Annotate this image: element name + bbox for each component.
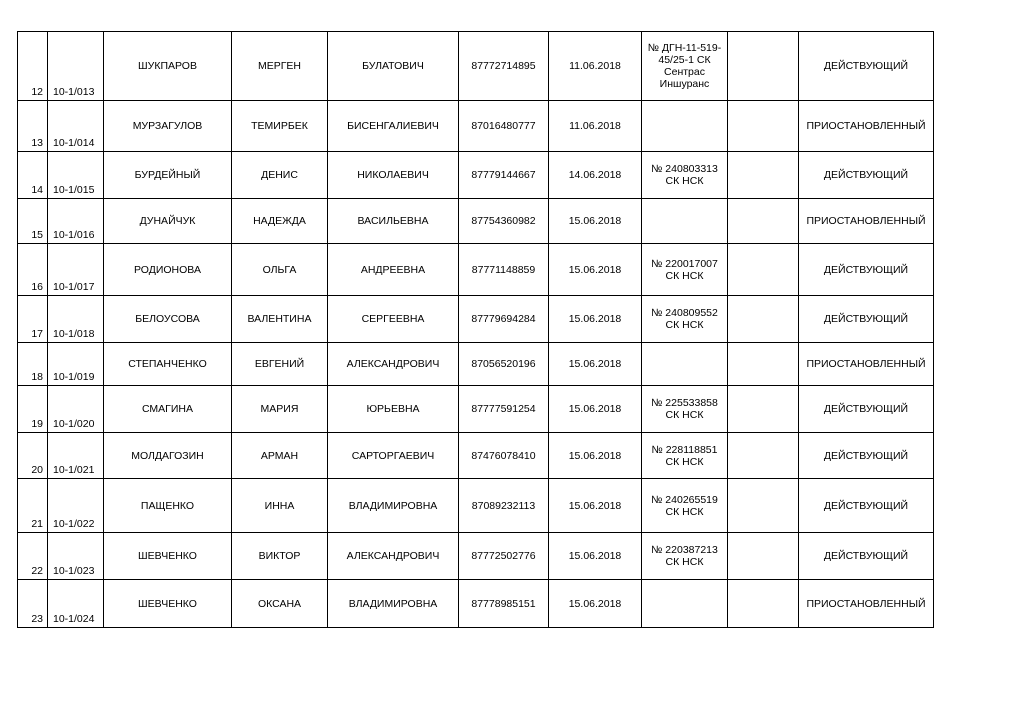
date-cell: 15.06.2018 [549, 580, 642, 628]
registration-number-cell: 10-1/015 [48, 152, 104, 199]
registration-number-cell: 10-1/019 [48, 343, 104, 386]
phone-cell: 87779144667 [459, 152, 549, 199]
phone-cell: 87089232113 [459, 479, 549, 533]
table-row [18, 343, 934, 386]
patronymic-cell: НИКОЛАЕВИЧ [328, 152, 459, 199]
surname-cell: ПАЩЕНКО [104, 479, 232, 533]
status-cell: ДЕЙСТВУЮЩИЙ [799, 533, 934, 580]
first-name-cell: ОЛЬГА [232, 244, 328, 296]
row-number-cell: 20 [18, 433, 48, 479]
status-cell: ДЕЙСТВУЮЩИЙ [799, 32, 934, 101]
row-number-cell: 13 [18, 101, 48, 152]
phone-cell: 87056520196 [459, 343, 549, 386]
insurance-line: № 225533858 [651, 397, 718, 409]
row-number-cell: 23 [18, 580, 48, 628]
surname-cell: МУРЗАГУЛОВ [104, 101, 232, 152]
empty-cell [728, 343, 799, 386]
phone-cell: 87476078410 [459, 433, 549, 479]
patronymic-cell: СЕРГЕЕВНА [328, 296, 459, 343]
insurance-cell [642, 101, 728, 152]
registration-number-cell: 10-1/016 [48, 199, 104, 244]
empty-cell [728, 244, 799, 296]
registration-number-cell: 10-1/024 [48, 580, 104, 628]
empty-cell [728, 32, 799, 101]
status-cell: ДЕЙСТВУЮЩИЙ [799, 386, 934, 433]
table-row [18, 479, 934, 533]
row-number-cell: 14 [18, 152, 48, 199]
status-cell: ДЕЙСТВУЮЩИЙ [799, 244, 934, 296]
first-name-cell: АРМАН [232, 433, 328, 479]
insurance-line: СК НСК [665, 505, 704, 518]
phone-cell: 87016480777 [459, 101, 549, 152]
empty-cell [728, 433, 799, 479]
patronymic-cell: ЮРЬЕВНА [328, 386, 459, 433]
insurance-line: СК НСК [665, 409, 704, 421]
first-name-cell: ВАЛЕНТИНА [232, 296, 328, 343]
patronymic-cell: АЛЕКСАНДРОВИЧ [328, 343, 459, 386]
row-number-cell: 21 [18, 479, 48, 533]
surname-cell: БЕЛОУСОВА [104, 296, 232, 343]
empty-cell [728, 479, 799, 533]
patronymic-cell: ВЛАДИМИРОВНА [328, 479, 459, 533]
table-row [18, 152, 934, 199]
insurance-line: № 220017007 [651, 257, 718, 270]
first-name-cell: ВИКТОР [232, 533, 328, 580]
row-number-cell: 15 [18, 199, 48, 244]
surname-cell: БУРДЕЙНЫЙ [104, 152, 232, 199]
table-row [18, 433, 934, 479]
date-cell: 15.06.2018 [549, 199, 642, 244]
insurance-cell [642, 244, 728, 296]
insurance-line: Сентрас [664, 66, 705, 78]
insurance-cell [642, 199, 728, 244]
first-name-cell: МЕРГЕН [232, 32, 328, 101]
empty-cell [728, 152, 799, 199]
table-row [18, 244, 934, 296]
patronymic-cell: САРТОРГАЕВИЧ [328, 433, 459, 479]
date-cell: 14.06.2018 [549, 152, 642, 199]
row-number-cell: 17 [18, 296, 48, 343]
surname-cell: ШЕВЧЕНКО [104, 533, 232, 580]
table-row [18, 533, 934, 580]
first-name-cell: ИННА [232, 479, 328, 533]
registration-number-cell: 10-1/013 [48, 32, 104, 101]
empty-cell [728, 296, 799, 343]
phone-cell: 87754360982 [459, 199, 549, 244]
surname-cell: СМАГИНА [104, 386, 232, 433]
row-number-cell: 22 [18, 533, 48, 580]
empty-cell [728, 386, 799, 433]
insurance-line: 45/25-1 СК [658, 54, 711, 66]
insurance-cell [642, 386, 728, 433]
table-row [18, 580, 934, 628]
status-cell: ПРИОСТАНОВЛЕННЫЙ [799, 343, 934, 386]
insurance-line: СК НСК [665, 319, 704, 331]
date-cell: 15.06.2018 [549, 479, 642, 533]
table-row [18, 32, 934, 101]
insurance-line: № 240265519 [651, 493, 718, 506]
insurance-line: СК НСК [665, 455, 704, 468]
insurance-cell [642, 580, 728, 628]
patronymic-cell: АЛЕКСАНДРОВИЧ [328, 533, 459, 580]
patronymic-cell: БИСЕНГАЛИЕВИЧ [328, 101, 459, 152]
insurance-line: № 220387213 [651, 544, 718, 556]
insurance-line: № 240803313 [651, 163, 718, 175]
first-name-cell: ОКСАНА [232, 580, 328, 628]
surname-cell: МОЛДАГОЗИН [104, 433, 232, 479]
insurance-cell [642, 433, 728, 479]
date-cell: 11.06.2018 [549, 101, 642, 152]
registration-number-cell: 10-1/020 [48, 386, 104, 433]
insurance-cell [642, 32, 728, 101]
table-row [18, 101, 934, 152]
date-cell: 15.06.2018 [549, 386, 642, 433]
first-name-cell: МАРИЯ [232, 386, 328, 433]
date-cell: 15.06.2018 [549, 296, 642, 343]
phone-cell: 87779694284 [459, 296, 549, 343]
surname-cell: СТЕПАНЧЕНКО [104, 343, 232, 386]
insurance-cell [642, 533, 728, 580]
status-cell: ПРИОСТАНОВЛЕННЫЙ [799, 199, 934, 244]
status-cell: ДЕЙСТВУЮЩИЙ [799, 479, 934, 533]
empty-cell [728, 101, 799, 152]
status-cell: ДЕЙСТВУЮЩИЙ [799, 433, 934, 479]
row-number-cell: 19 [18, 386, 48, 433]
phone-cell: 87778985151 [459, 580, 549, 628]
status-cell: ПРИОСТАНОВЛЕННЫЙ [799, 101, 934, 152]
first-name-cell: НАДЕЖДА [232, 199, 328, 244]
table-row [18, 386, 934, 433]
registration-number-cell: 10-1/022 [48, 479, 104, 533]
registration-number-cell: 10-1/018 [48, 296, 104, 343]
insurance-cell [642, 343, 728, 386]
status-cell: ДЕЙСТВУЮЩИЙ [799, 296, 934, 343]
insurance-cell [642, 296, 728, 343]
first-name-cell: ЕВГЕНИЙ [232, 343, 328, 386]
registry-table [17, 31, 934, 628]
row-number-cell: 18 [18, 343, 48, 386]
date-cell: 15.06.2018 [549, 244, 642, 296]
status-cell: ДЕЙСТВУЮЩИЙ [799, 152, 934, 199]
surname-cell: РОДИОНОВА [104, 244, 232, 296]
registration-number-cell: 10-1/023 [48, 533, 104, 580]
date-cell: 11.06.2018 [549, 32, 642, 101]
phone-cell: 87771148859 [459, 244, 549, 296]
first-name-cell: ТЕМИРБЕК [232, 101, 328, 152]
patronymic-cell: АНДРЕЕВНА [328, 244, 459, 296]
empty-cell [728, 199, 799, 244]
first-name-cell: ДЕНИС [232, 152, 328, 199]
patronymic-cell: ВЛАДИМИРОВНА [328, 580, 459, 628]
surname-cell: ШУКПАРОВ [104, 32, 232, 101]
insurance-line: № 228118851 [651, 443, 718, 456]
insurance-cell [642, 479, 728, 533]
table-row [18, 199, 934, 244]
registration-number-cell: 10-1/017 [48, 244, 104, 296]
insurance-line: СК НСК [665, 556, 704, 568]
patronymic-cell: ВАСИЛЬЕВНА [328, 199, 459, 244]
phone-cell: 87772714895 [459, 32, 549, 101]
date-cell: 15.06.2018 [549, 533, 642, 580]
date-cell: 15.06.2018 [549, 433, 642, 479]
patronymic-cell: БУЛАТОВИЧ [328, 32, 459, 101]
insurance-line: СК НСК [665, 175, 704, 187]
empty-cell [728, 533, 799, 580]
insurance-line: № 240809552 [651, 307, 718, 319]
phone-cell: 87772502776 [459, 533, 549, 580]
registration-number-cell: 10-1/014 [48, 101, 104, 152]
surname-cell: ДУНАЙЧУК [104, 199, 232, 244]
table-row [18, 296, 934, 343]
date-cell: 15.06.2018 [549, 343, 642, 386]
insurance-line: Иншуранс [659, 78, 710, 90]
insurance-line: № ДГН-11-519- [647, 42, 722, 54]
phone-cell: 87777591254 [459, 386, 549, 433]
surname-cell: ШЕВЧЕНКО [104, 580, 232, 628]
insurance-line: СК НСК [665, 269, 704, 282]
row-number-cell: 12 [18, 32, 48, 101]
insurance-cell [642, 152, 728, 199]
empty-cell [728, 580, 799, 628]
registration-number-cell: 10-1/021 [48, 433, 104, 479]
registry-body [18, 32, 934, 628]
row-number-cell: 16 [18, 244, 48, 296]
status-cell: ПРИОСТАНОВЛЕННЫЙ [799, 580, 934, 628]
